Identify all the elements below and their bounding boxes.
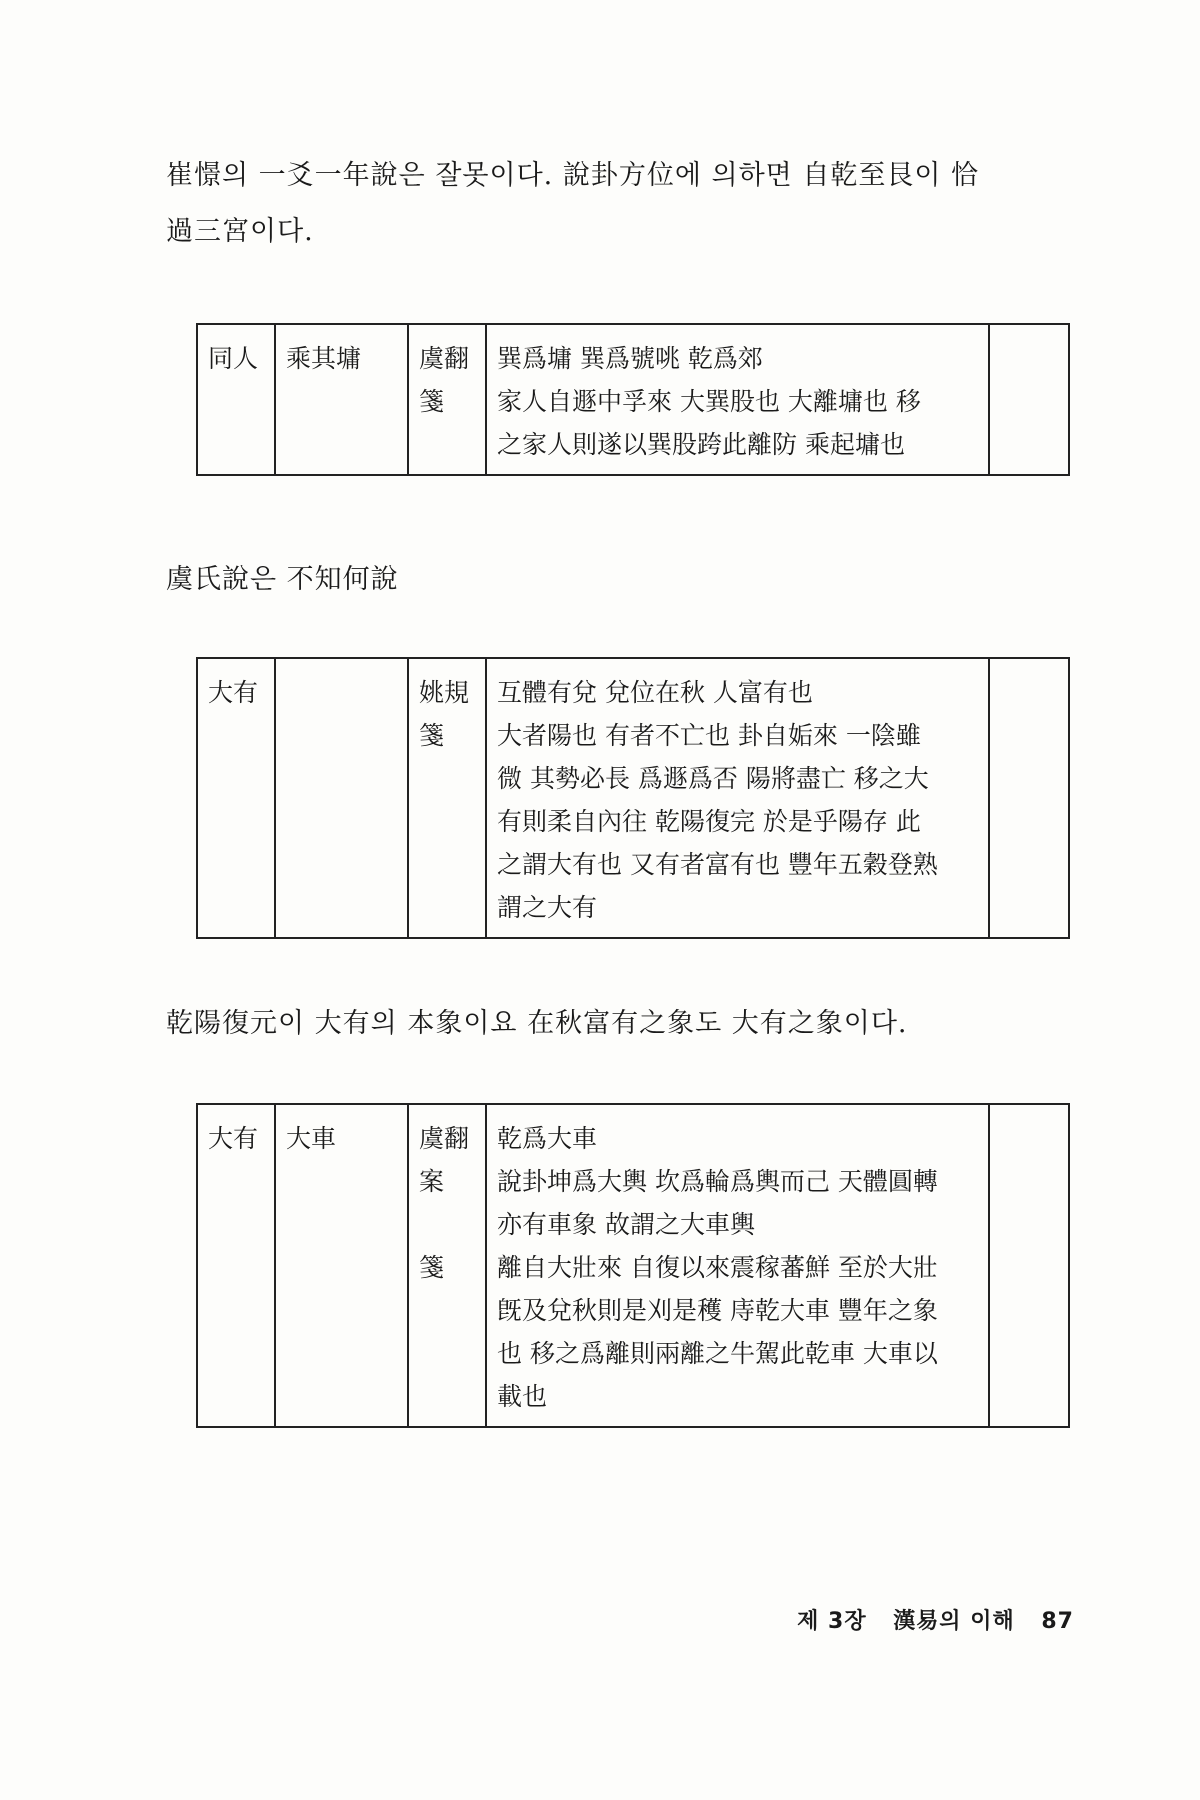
commentary-line: 大者陽也 有者不亡也 卦自姤來 一陰雖 (497, 721, 921, 750)
source-label: 箋 (419, 1253, 445, 1282)
source-label (419, 1203, 477, 1246)
commentary-line: 離自大壯來 自復以來震稼蕃鮮 至於大壯 (497, 1253, 938, 1282)
commentary-line: 有則柔自內往 乾陽復完 於是乎陽存 此 (497, 807, 921, 836)
commentary-line: 謂之大有 (497, 893, 598, 922)
commentary-line: 說卦坤爲大輿 坎爲輪爲輿而己 天體圓轉 (497, 1167, 938, 1196)
source-label: 姚規 (419, 678, 470, 707)
commentary-line: 之謂大有也 又有者富有也 豐年五穀登熟 (497, 850, 938, 879)
source-label: 虞翻 (419, 1124, 470, 1153)
hexagram-cell: 大有 (197, 1104, 275, 1427)
commentary-line: 互體有兌 兌位在秋 人富有也 (497, 678, 813, 707)
commentary-line: 也 移之爲離則兩離之牛駕此乾車 大車以 (497, 1339, 938, 1368)
commentary-cell (486, 1104, 989, 1427)
table-row (197, 658, 1069, 938)
source-cell (408, 324, 486, 475)
chapter-title: 漢易의 이해 (893, 1609, 1015, 1634)
commentary-cell (486, 324, 989, 475)
paragraph-1-line-2: 過三宮이다. (166, 216, 314, 247)
paragraph-2 (166, 552, 1076, 608)
source-cell (408, 1104, 486, 1427)
hexagram-cell: 同人 (197, 324, 275, 475)
commentary-line: 旣及兌秋則是刈是穫 庤乾大車 豐年之象 (497, 1296, 938, 1325)
commentary-table-2 (196, 657, 1070, 939)
blank-cell (989, 658, 1069, 938)
table-row (197, 324, 1069, 475)
source-cell (408, 658, 486, 938)
commentary-line: 之家人則遂以巽股跨此離防 乘起墉也 (497, 430, 905, 459)
phrase-cell: 乘其墉 (275, 324, 408, 475)
commentary-line: 載也 (497, 1382, 548, 1411)
table-row (197, 1104, 1069, 1427)
commentary-line: 乾爲大車 (497, 1124, 598, 1153)
commentary-table-1 (196, 323, 1070, 476)
hexagram-cell: 大有 (197, 658, 275, 938)
commentary-line: 巽爲墉 巽爲號咷 乾爲郊 (497, 344, 763, 373)
commentary-table-3 (196, 1103, 1070, 1428)
paragraph-3 (166, 996, 1076, 1052)
phrase-cell: 大車 (275, 1104, 408, 1427)
source-label: 案 (419, 1167, 445, 1196)
page-footer (797, 1604, 1074, 1635)
source-label: 虞翻 (419, 344, 470, 373)
page-number: 87 (1041, 1609, 1074, 1634)
source-label: 箋 (419, 387, 445, 416)
paragraph-1-line-1: 崔憬의 一爻一年說은 잘못이다. 說卦方位에 의하면 自乾至艮이 恰 (166, 160, 979, 191)
commentary-line: 家人自遯中孚來 大巽股也 大離墉也 移 (497, 387, 921, 416)
phrase-cell (275, 658, 408, 938)
chapter-label: 제 3장 (797, 1609, 867, 1634)
commentary-line: 亦有車象 故謂之大車輿 (497, 1210, 755, 1239)
paragraph-3-line-1: 乾陽復元이 大有의 本象이요 在秋富有之象도 大有之象이다. (166, 1008, 908, 1039)
commentary-line: 微 其勢必長 爲遯爲否 陽將盡亡 移之大 (497, 764, 929, 793)
blank-cell (989, 1104, 1069, 1427)
source-label: 箋 (419, 721, 445, 750)
paragraph-2-line-1: 虞氏說은 不知何說 (166, 564, 399, 595)
paragraph-1 (166, 148, 1076, 260)
commentary-cell (486, 658, 989, 938)
blank-cell (989, 324, 1069, 475)
